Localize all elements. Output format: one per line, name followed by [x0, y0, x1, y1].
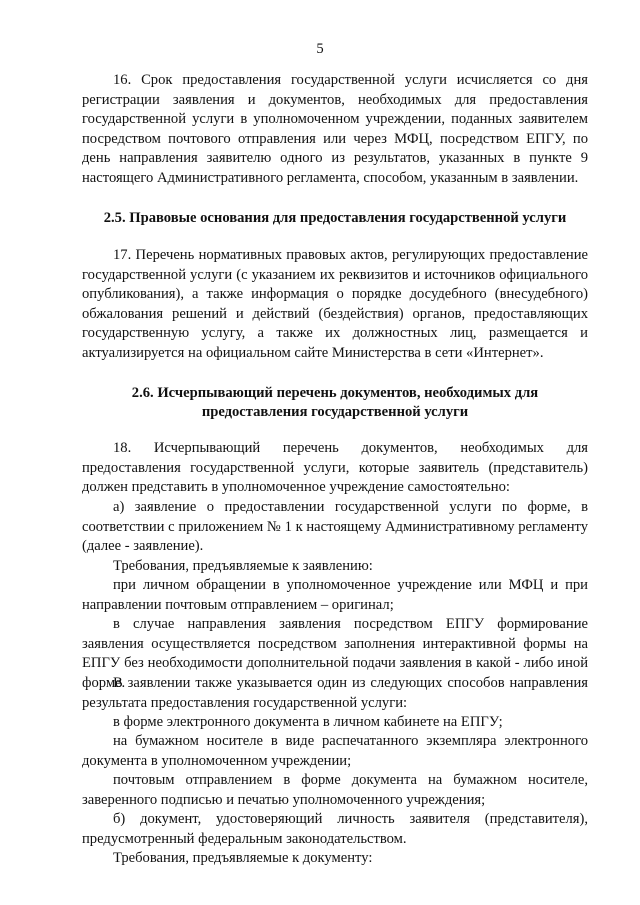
- heading-2-6-line-2: предоставления государственной услуги: [201, 404, 469, 420]
- method-paper: на бумажном носителе в виде распечатанного экземпляра электронного документа в уполномоченном учреждении;: [82, 733, 588, 769]
- heading-2-6-line-1: 2.6. Исчерпывающий перечень документов, необходимых для: [131, 385, 539, 401]
- paragraph-16: 16. Срок предоставления государственной услуги исчисляется со дня регистрации заявления и документов, необходимых для предоставления государственной услуги в уполномоченном учреждении, поданных заявителем посредством почтового отправления или через МФЦ, посредством ЕПГУ, по день направления заявителю одного из результатов, указанных в пункте 9 настоящего Административного регламента, способом, указанным в заявлении.: [82, 72, 588, 186]
- personal-submission: при личном обращении в уполномоченное учреждение или МФЦ и при направлении почтовым отправлением – оригинал;: [82, 577, 588, 613]
- paragraph-17: 17. Перечень нормативных правовых актов, регулирующих предоставление государственной услуги (с указанием их реквизитов и источников официального опубликования), а также информация о порядке досудебного (внесудебного) обжалования решений и действий (бездействия) органов, предоставляющих государственную услугу, а также их должностных лиц, размещается и актуализируется на официальном сайте Министерства в сети «Интернет».: [82, 247, 588, 361]
- result-methods: В заявлении также указывается один из следующих способов направления результата предоставления государственной услуги:: [82, 675, 588, 711]
- method-post: почтовым отправлением в форме документа на бумажном носителе, заверенного подписью и печатью уполномоченного учреждения;: [82, 772, 588, 808]
- item-a: а) заявление о предоставлении государственной услуги по форме, в соответствии с приложением № 1 к настоящему Административному регламенту (далее - заявление).: [82, 499, 588, 555]
- page-number: 5: [316, 41, 324, 57]
- item-b: б) документ, удостоверяющий личность заявителя (представителя), предусмотренный федеральным законодательством.: [82, 811, 588, 847]
- heading-2-5: 2.5. Правовые основания для предоставления государственной услуги: [103, 210, 567, 226]
- epgu-submission: в случае направления заявления посредством ЕПГУ формирование заявления осуществляется посредством заполнения интерактивной формы на ЕПГУ без необходимости дополнительной подачи заявления в какой - либо иной форме.: [82, 616, 588, 691]
- method-electronic: в форме электронного документа в личном кабинете на ЕПГУ;: [113, 714, 503, 730]
- requirements-document: Требования, предъявляемые к документу:: [113, 850, 373, 866]
- requirements-application: Требования, предъявляемые к заявлению:: [113, 558, 373, 574]
- paragraph-18: 18. Исчерпывающий перечень документов, необходимых для предоставления государственной услуги, которые заявитель (представитель) должен представить в уполномоченное учреждение самостоятельно:: [82, 440, 588, 496]
